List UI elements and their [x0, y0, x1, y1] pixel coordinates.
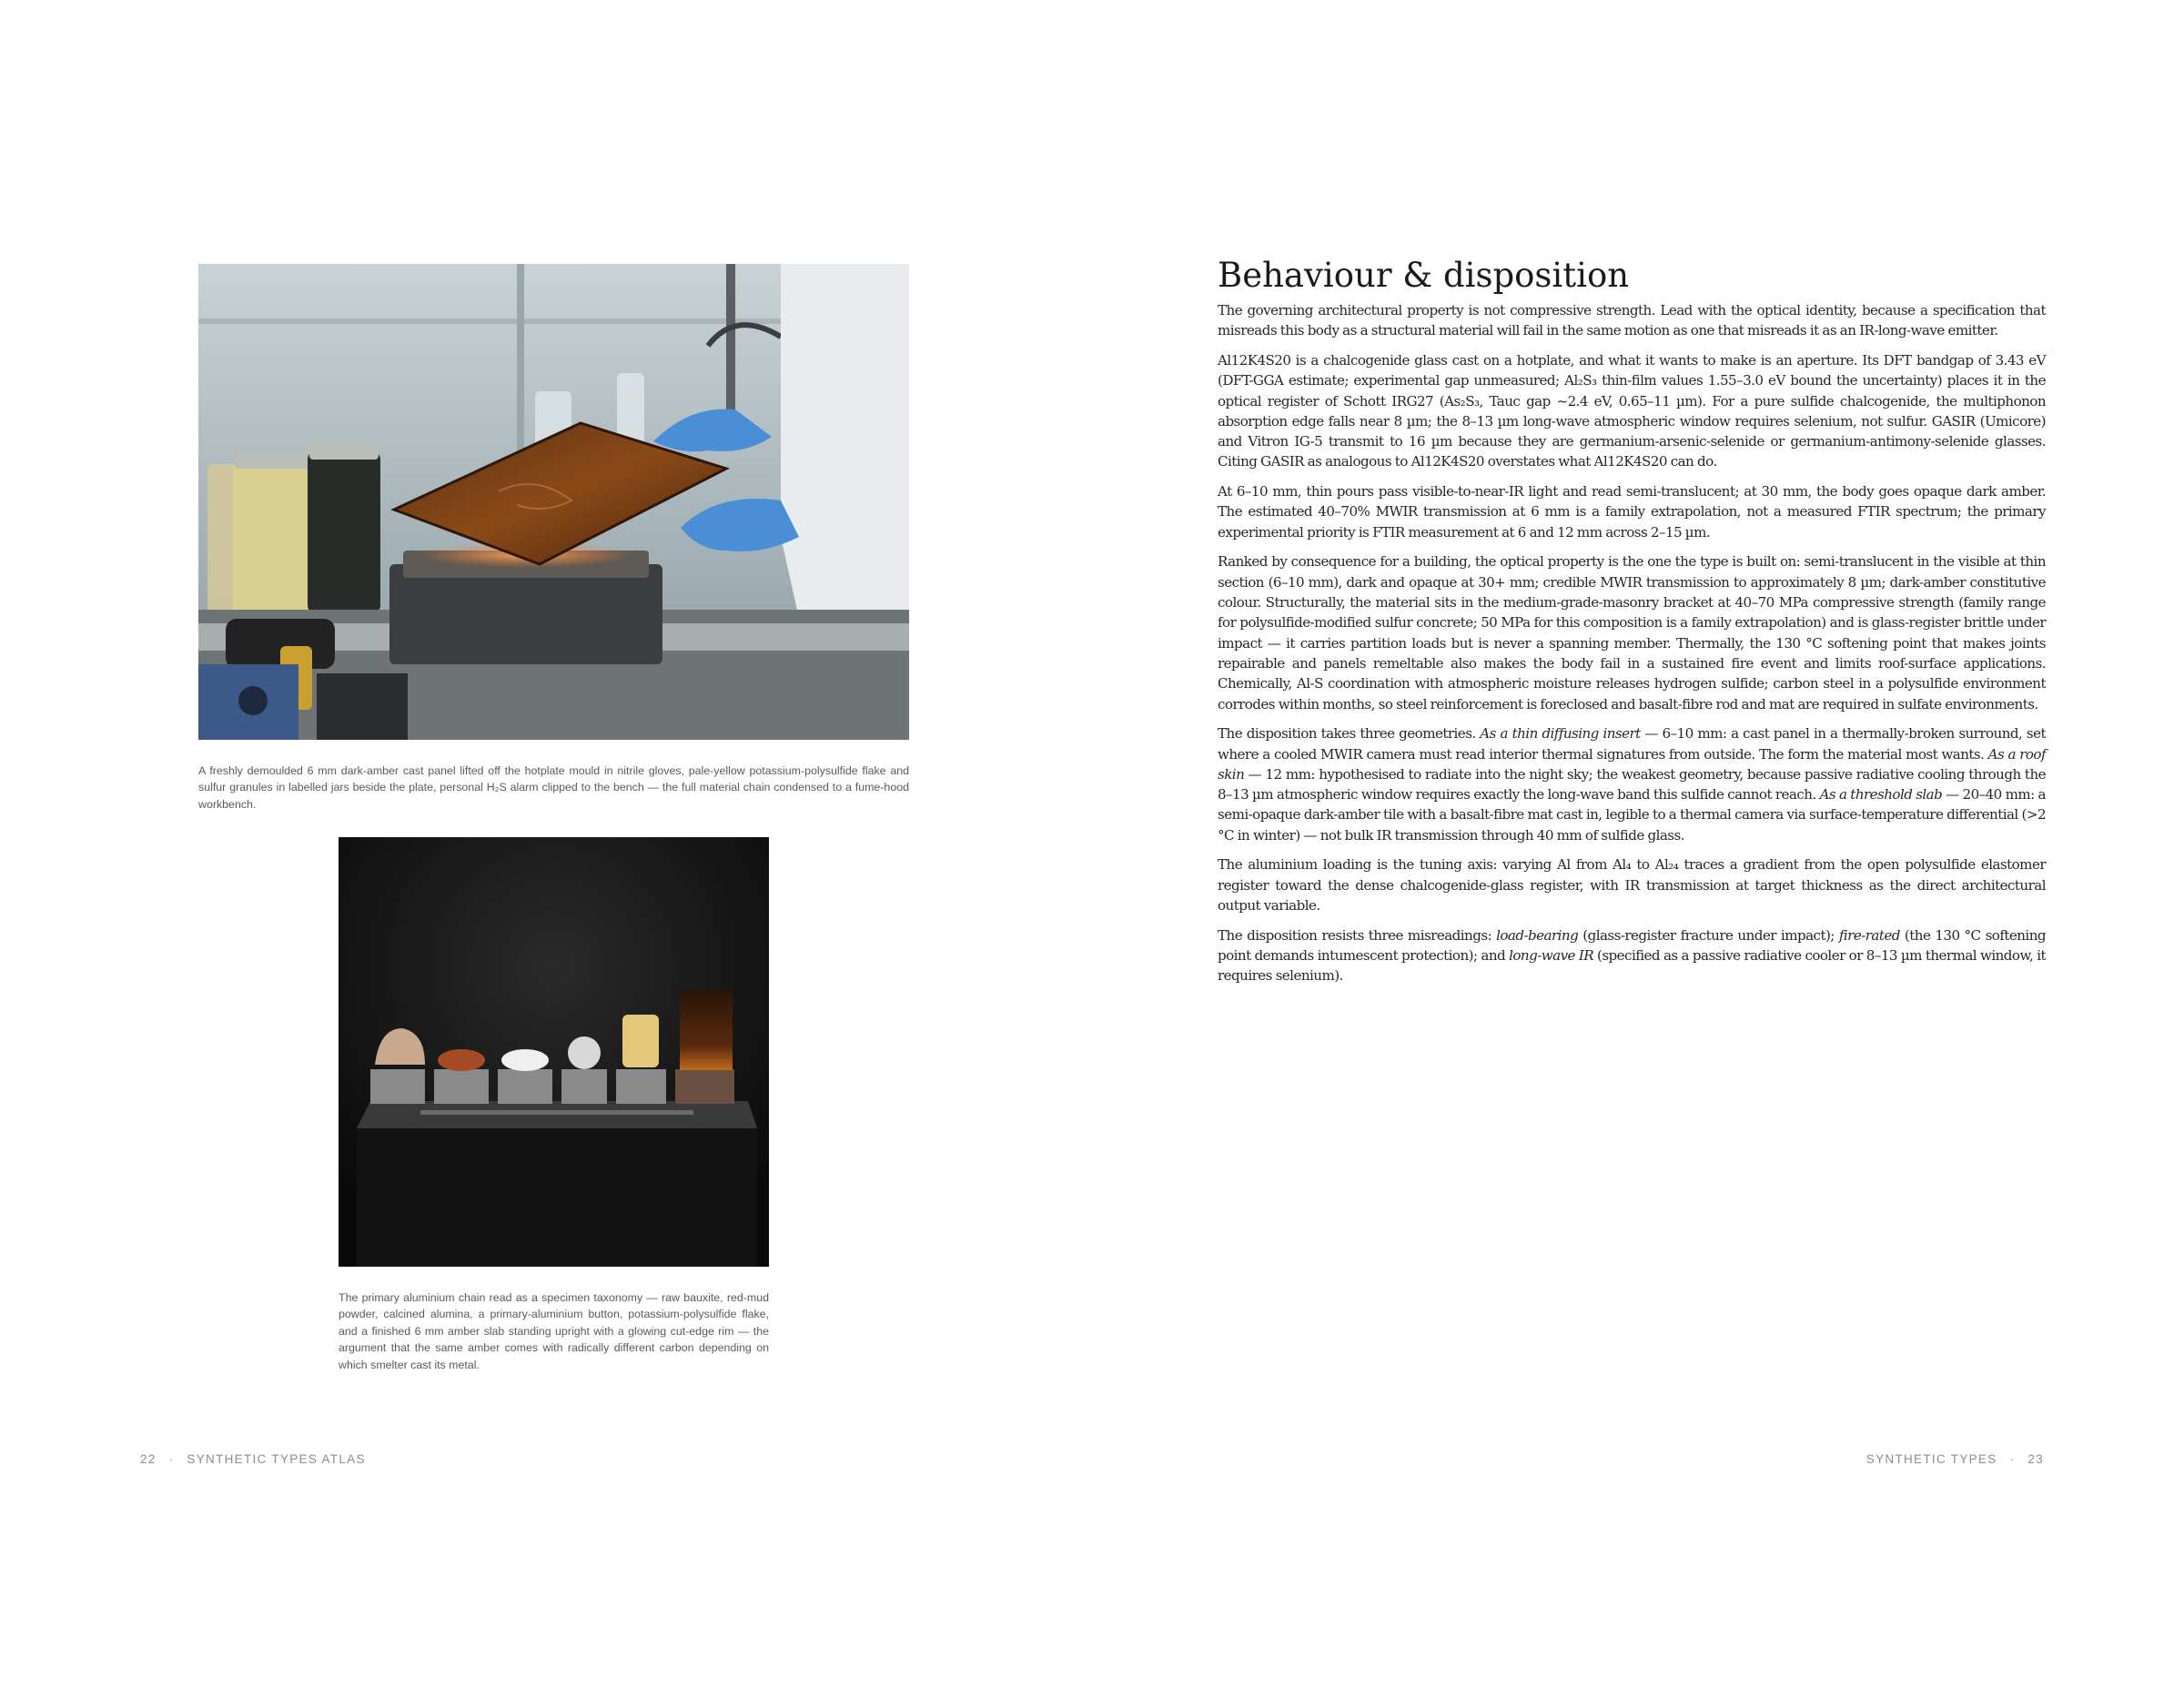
- p5-text: — 12 mm: hypothesised to radiate into the night sky; the weakest geometry, because passive radiative cooling through the 8–13 µm atmospheric window requires exactly the long-wave band this sulfide cannot reach.: [1218, 765, 2046, 804]
- specimen-taxonomy-illustration: [339, 837, 769, 1267]
- folio-right: [1866, 1452, 2044, 1466]
- running-title: SYNTHETIC TYPES ATLAS: [187, 1452, 366, 1466]
- p7-text: The disposition resists three misreadings:: [1218, 926, 1497, 944]
- p7-text: (the 130 °C softening point demands intumescent protection); and: [1218, 926, 2046, 964]
- specimen-taxonomy-photo: [339, 837, 769, 1267]
- lab-workbench-illustration: [198, 264, 909, 740]
- p5-term-threshold: As a threshold slab: [1819, 786, 1943, 804]
- paragraph-4: Ranked by consequence for a building, the optical property is the one the type is built on: semi-translucent in the visible at thin section (6–10 mm), dark and opaque at 30+ mm; credible MWIR transmission to approximately 8 µm; dark-amber constitutive colour. Structurally, the material sits in the medium-grade-masonry bracket at 40–70 MPa compressive strength (family range for polysulfide-modified sulfur concrete; 50 MPa for this composition is a family extrapolation) and is glass-register brittle under impact — it carries partition loads but is never a spanning member. Thermally, the 130 °C softening point that makes joints repairable and panels remeltable also makes the body fail in a sustained fire event and limits roof-surface applications. Chemically, Al-S coordination with atmospheric moisture releases hydrogen sulfide; carbon steel in a polysulfide environment corrodes within months, so steel reinforcement is foreclosed and basalt-fibre rod and mat are required in sulfate environments.: [1218, 553, 2046, 713]
- paragraph-5: [1218, 723, 2046, 845]
- p5-term-insert: As a thin diffusing insert: [1480, 725, 1641, 743]
- folio-separator: ·: [168, 1452, 175, 1466]
- p7-term-load: load-bearing: [1496, 926, 1579, 944]
- folio-left: [140, 1452, 366, 1466]
- paragraph-6: The aluminium loading is the tuning axis: varying Al from Al₄ to Al₂₄ traces a gradient from the open polysulfide elastomer register toward the dense chalcogenide-glass register, with IR transmission at target thickness as the direct architectural output variable.: [1218, 856, 2046, 914]
- p5-term-roof: As a roof skin: [1218, 745, 2046, 783]
- paragraph-1: The governing architectural property is not compressive strength. Lead with the optical identity, because a specification that misreads this body as a structural material will fail in the same motion as one that misreads it as an IR-long-wave emitter.: [1218, 302, 2046, 339]
- section-title: Behaviour & disposition: [1218, 256, 1630, 295]
- p7-text: (specified as a passive radiative cooler or 8–13 µm thermal window, it requires selenium).: [1218, 946, 2046, 985]
- p7-term-fire: fire-rated: [1838, 926, 1900, 944]
- p7-text: (glass-register fracture under impact);: [1578, 926, 1839, 944]
- paragraph-3: At 6–10 mm, thin pours pass visible-to-near-IR light and read semi-translucent; at 30 mm, the body goes opaque dark amber. The estimated 40–70% MWIR transmission at 6 mm is a family extrapolation, not a measured FTIR spectrum; the primary experimental priority is FTIR measurement at 6 and 12 mm across 2–15 µm.: [1218, 483, 2046, 541]
- p5-text: — 6–10 mm: a cast panel in a thermally-broken surround, set where a cooled MWIR camera must read interior thermal signatures from outside. The form the material most wants.: [1218, 725, 2047, 763]
- running-title: SYNTHETIC TYPES: [1866, 1452, 1997, 1466]
- page-number: 23: [2027, 1452, 2044, 1466]
- right-page: [1092, 0, 2184, 1688]
- folio-separator: ·: [2009, 1452, 2016, 1466]
- lab-workbench-photo: [198, 264, 909, 740]
- paragraph-2: Al12K4S20 is a chalcogenide glass cast on a hotplate, and what it wants to make is an aperture. Its DFT bandgap of 3.43 eV (DFT-GGA estimate; experimental gap unmeasured; Al₂S₃ thin-film values 1.55–3.0 eV bound the uncertainty) places it in the optical register of Schott IRG27 (As₂S₃, Tauc gap ~2.4 eV, 0.65–11 µm). For a pure sulfide chalcogenide, the multiphonon absorption edge falls near 8 µm; the 8–13 µm long-wave atmospheric window requires selenium, not sulfur. GASIR (Umicore) and Vitron IG-5 transmit to 16 µm because they are germanium-arsenic-selenide or germanium-antimony-selenide glasses. Citing GASIR as analogous to Al12K4S20 overstates what Al12K4S20 can do.: [1218, 351, 2046, 470]
- photo-caption-2: The primary aluminium chain read as a specimen taxonomy — raw bauxite, red-mud powder, calcined alumina, a primary-aluminium button, potassium-polysulfide flake, and a finished 6 mm amber slab standing upright with a glowing cut-edge rim — the argument that the same amber comes with radically different carbon depending on which smelter cast its metal.: [339, 1291, 769, 1371]
- p5-text: The disposition takes three geometries.: [1218, 725, 1481, 743]
- p5-text: — 20–40 mm: a semi-opaque dark-amber tile with a basalt-fibre mat cast in, legible to a thermal camera via surface-temperature differential (>2 °C in winter) — not bulk IR transmission through 40 mm of sulfide glass.: [1218, 786, 2046, 844]
- p7-term-ir: long-wave IR: [1509, 946, 1594, 964]
- paragraph-7: [1218, 925, 2046, 986]
- photo-caption-1: A freshly demoulded 6 mm dark-amber cast panel lifted off the hotplate mould in nitrile gloves, pale-yellow potassium-polysulfide flake and sulfur granules in labelled jars beside the plate, personal H₂S alarm clipped to the bench — the full material chain condensed to a fume-hood workbench.: [198, 764, 909, 811]
- page-number: 22: [140, 1452, 157, 1466]
- body-text: [1218, 300, 2046, 996]
